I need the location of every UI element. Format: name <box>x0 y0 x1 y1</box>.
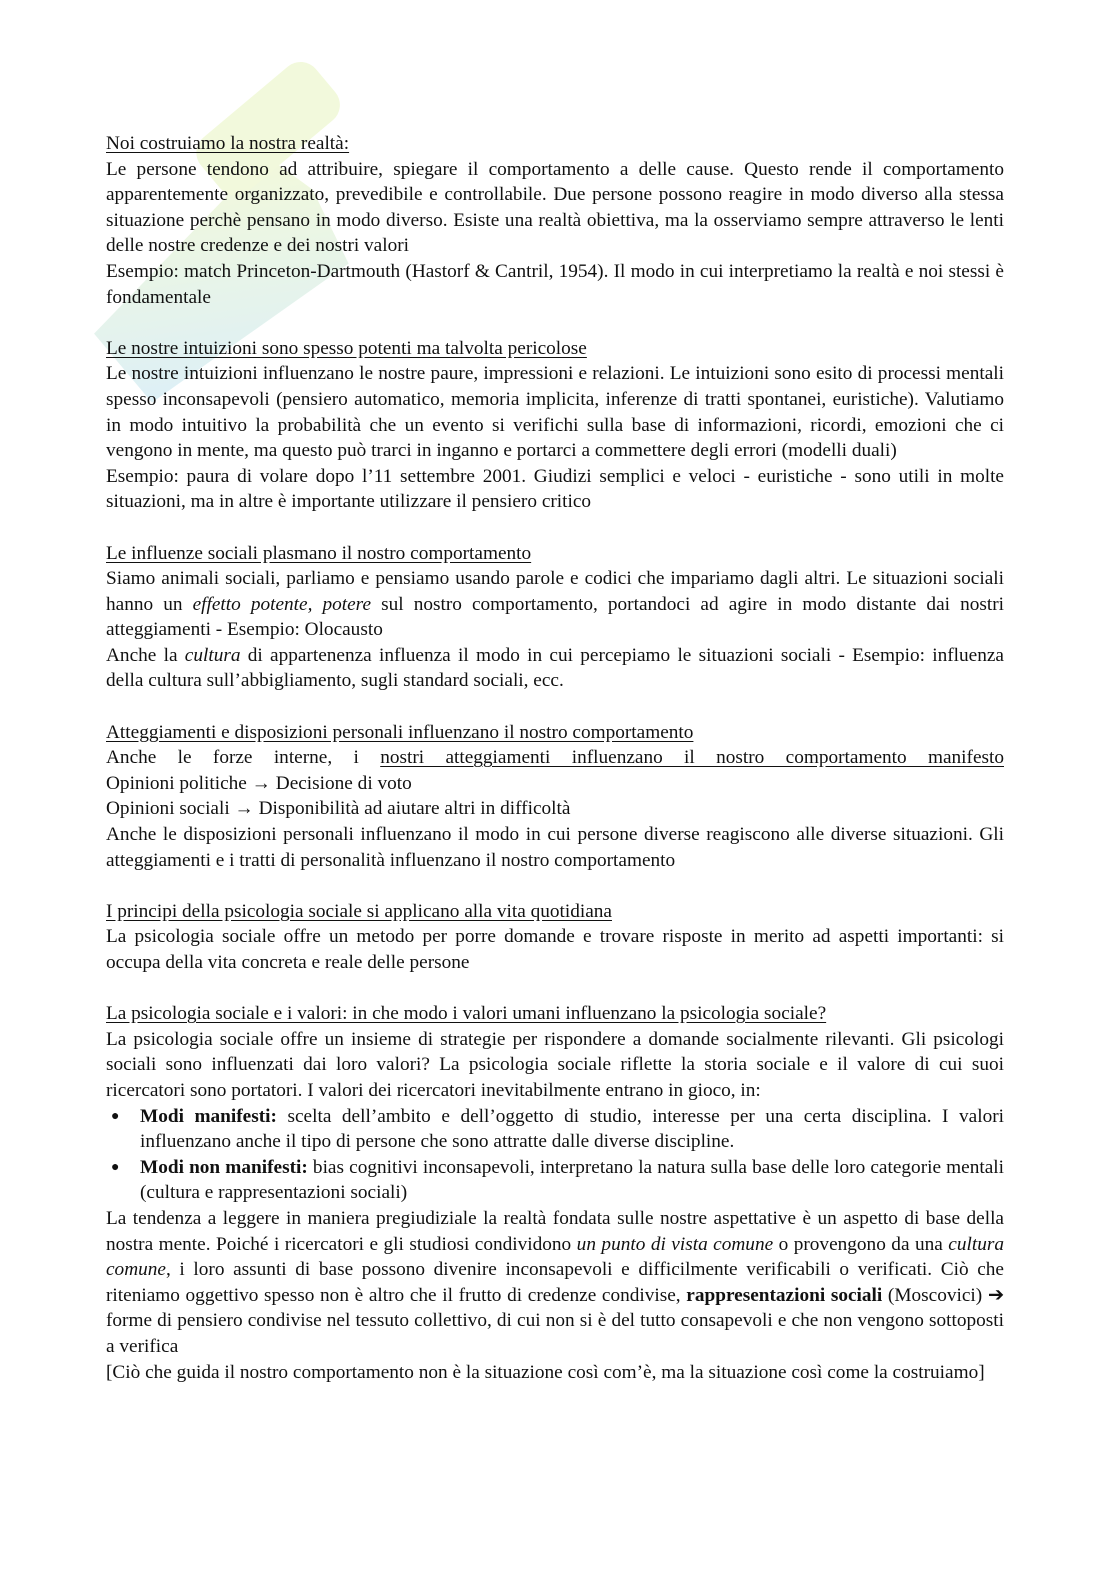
paragraph: Anche le disposizioni personali influenzano il modo in cui persone diverse reagiscono alle diverse situazioni. Gli atteggiamenti e i tratti di personalità influenzano il nostro comportamento <box>106 824 1004 871</box>
section-costruiamo-realta <box>106 131 1004 310</box>
section-influenze-sociali <box>106 541 1004 695</box>
paragraph: Anche la cultura di appartenenza influenza il modo in cui percepiamo le situazioni sociali - Esempio: influenza della cultura sull’abbigliamento, sugli standard sociali, ecc. <box>106 644 1004 692</box>
bullet-icon: ● <box>111 1159 120 1175</box>
document-page <box>106 131 1004 1385</box>
list-item: ● Modi manifesti: scelta dell’ambito e dell’oggetto di studio, interesse per una certa disciplina. I valori influenzano anche il tipo di persone che sono attratte dalle diverse discipline. <box>111 1105 1004 1153</box>
list-item: ● Modi non manifesti: bias cognitivi inconsapevoli, interpretano la natura sulla base delle loro categorie mentali (cultura e rappresentazioni sociali) <box>111 1156 1004 1204</box>
section-atteggiamenti <box>106 720 1004 874</box>
paragraph: Le nostre intuizioni influenzano le nostre paure, impressioni e relazioni. Le intuizioni sono esito di processi mentali spesso inconsapevoli (pensiero automatico, memoria implicita, inferenze di tratti spontanei, euristiche). Valutiamo in modo intuitivo la probabilità che un evento si verifichi sulla base di informazioni, ricordi, emozioni che ci vengono in mente, ma questo può trarci in inganno e portarci a commettere degli errori (modelli duali) <box>106 363 1004 462</box>
section-intuizioni <box>106 336 1004 515</box>
section-heading: La psicologia sociale e i valori: in che modo i valori umani influenzano la psicologia sociale? <box>106 1003 827 1025</box>
section-heading: Le influenze sociali plasmano il nostro comportamento <box>106 542 532 564</box>
section-heading: Le nostre intuizioni sono spesso potenti ma talvolta pericolose <box>106 337 587 359</box>
paragraph: Esempio: paura di volare dopo l’11 settembre 2001. Giudizi semplici e veloci - euristiche - sono utili in molte situazioni, ma in altre è importante utilizzare il pensiero critico <box>106 465 1004 513</box>
bold-term: Modi manifesti: <box>140 1105 277 1127</box>
paragraph: La tendenza a leggere in maniera pregiudiziale la realtà fondata sulle nostre aspettative è un aspetto di base della nostra mente. Poiché i ricercatori e gli studiosi condividono un punto di vista comune o provengono da una cultura comune, i loro assunti di base possono divenire inconsapevoli e difficilmente verificabili o verificati. Ciò che riteniamo oggettivo spesso non è altro che il frutto di credenze condivise, rappresentazioni sociali (Moscovici) ➔ forme di pensiero condivise nel tessuto collettivo, di cui non si è del tutto consapevoli e che non vengono sottoposti a verifica <box>106 1207 1004 1357</box>
paragraph: Esempio: match Princeton-Dartmouth (Hastorf & Cantril, 1954). Il modo in cui interpretiamo la realtà e noi stessi è fondamentale <box>106 260 1004 308</box>
section-principi <box>106 899 1004 976</box>
paragraph: La psicologia sociale offre un metodo per porre domande e trovare risposte in merito ad aspetti importanti: si occupa della vita concreta e reale delle persone <box>106 926 1004 973</box>
section-heading: I principi della psicologia sociale si applicano alla vita quotidiana <box>106 900 612 922</box>
bullet-list <box>106 1104 1004 1206</box>
bold-term: Modi non manifesti: <box>140 1156 308 1178</box>
bullet-icon: ● <box>111 1108 120 1124</box>
underlined-text: nostri atteggiamenti influenzano il nostro comportamento manifesto <box>380 747 1004 769</box>
emphasis: un punto di vista comune <box>576 1233 774 1255</box>
section-heading: Atteggiamenti e disposizioni personali influenzano il nostro comportamento <box>106 721 694 743</box>
section-heading: Noi costruiamo la nostra realtà: <box>106 133 350 154</box>
paragraph: [Ciò che guida il nostro comportamento non è la situazione così com’è, ma la situazione così come la costruiamo] <box>106 1361 985 1383</box>
bold-term: rappresentazioni sociali <box>686 1284 883 1306</box>
paragraph: Opinioni sociali → Disponibilità ad aiutare altri in difficoltà <box>106 798 571 820</box>
paragraph: Opinioni politiche → Decisione di voto <box>106 772 412 794</box>
emphasis: effetto potente, potere <box>192 593 372 615</box>
emphasis: cultura <box>184 644 241 666</box>
arrow-icon: ➔ <box>987 1284 1004 1306</box>
paragraph: Siamo animali sociali, parliamo e pensiamo usando parole e codici che impariamo dagli altri. Le situazioni sociali hanno un effetto potente, potere sul nostro comportamento, portandoci ad agire in modo distante dai nostri atteggiamenti - Esempio: Olocausto <box>106 568 1004 641</box>
paragraph: La psicologia sociale offre un insieme di strategie per rispondere a domande socialmente rilevanti. Gli psicologi sociali sono influenzati dai loro valori? La psicologia sociale riflette la storia sociale e il valore di cui suoi ricercatori sono portatori. I valori dei ricercatori inevitabilmente entrano in gioco, in: <box>106 1028 1004 1101</box>
paragraph: Le persone tendono ad attribuire, spiegare il comportamento a delle cause. Questo rende il comportamento apparentemente organizzato, prevedibile e controllabile. Due persone possono reagire in modo diverso alla stessa situazione perchè pensano in modo diverso. Esiste una realtà obiettiva, ma la osserviamo sempre attraverso le lenti delle nostre credenze e dei nostri valori <box>106 158 1004 257</box>
section-valori <box>106 1001 1004 1385</box>
paragraph: Anche le forze interne, i nostri atteggiamenti influenzano il nostro comportamento manifesto <box>106 747 1004 769</box>
emphasis: cultura comune <box>106 1233 1004 1281</box>
